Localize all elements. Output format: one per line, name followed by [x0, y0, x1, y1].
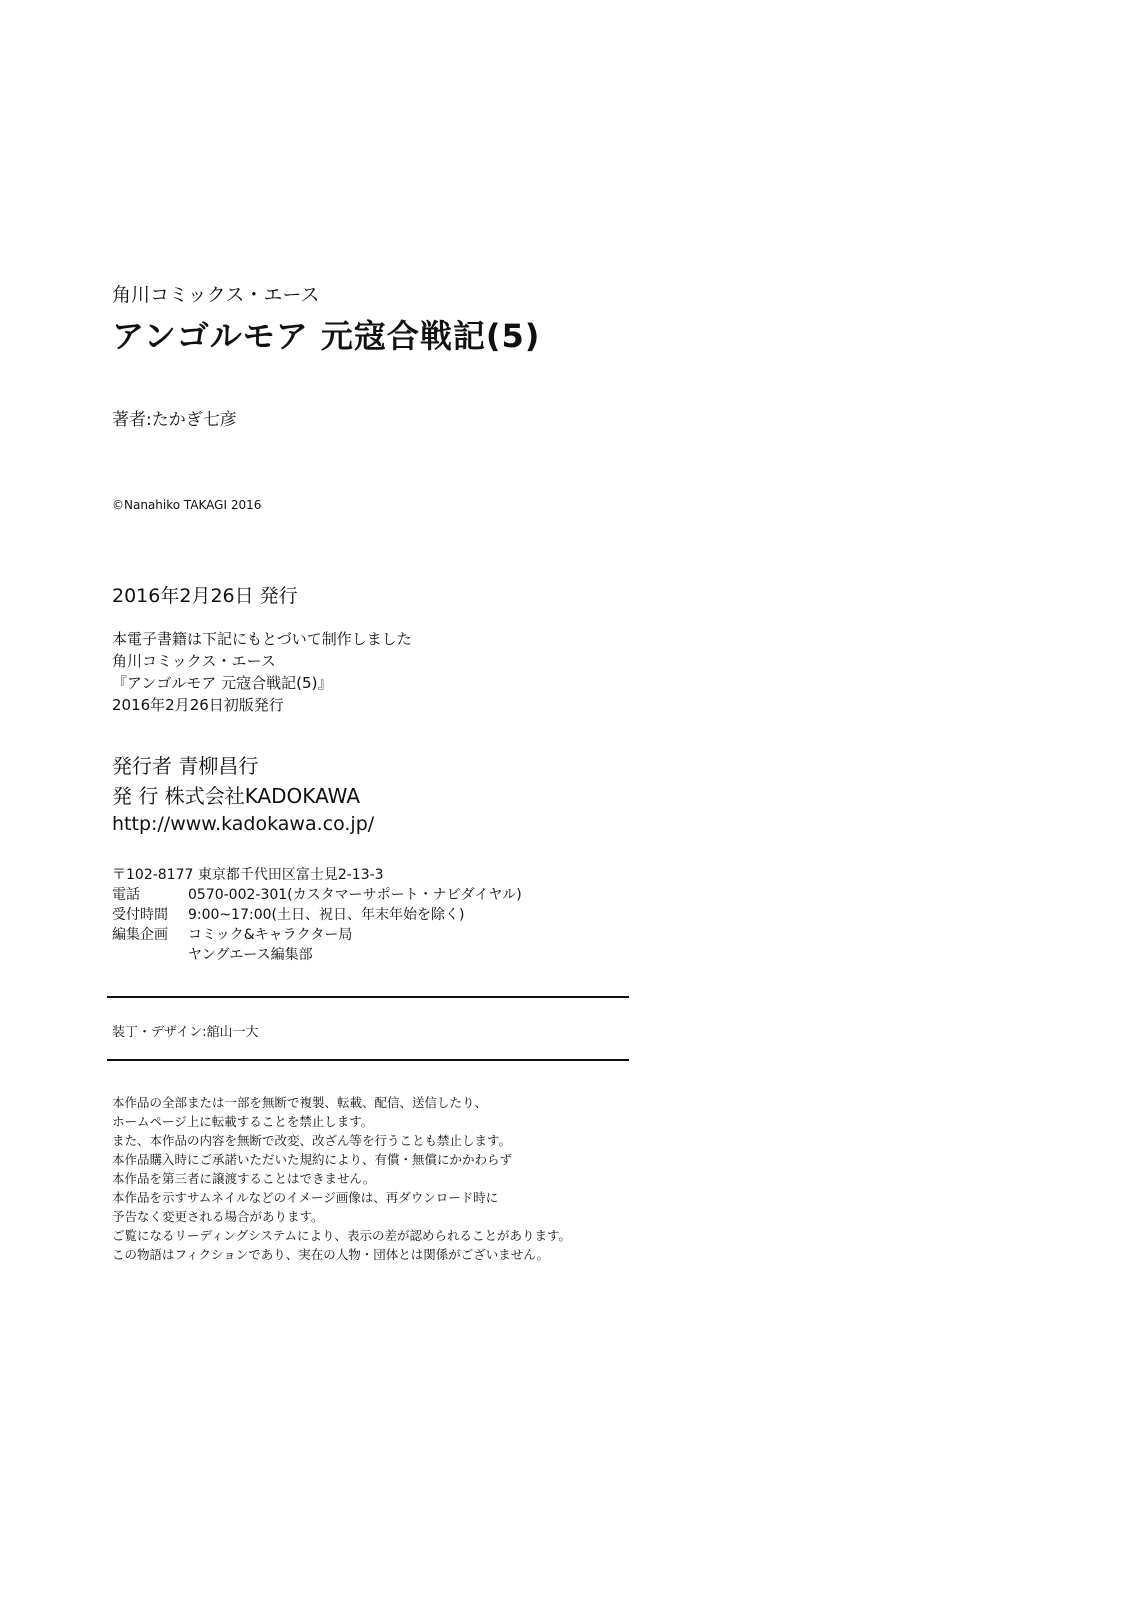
notice-line: 本作品購入時にご承諾いただいた規約により、有償・無償にかかわらず — [112, 1152, 513, 1167]
editorial-row — [112, 925, 522, 945]
notice-line: また、本作品の内容を無断で改変、改ざん等を行うことも禁止します。 — [112, 1133, 512, 1148]
editorial-row-2 — [112, 945, 522, 965]
hours-row — [112, 905, 522, 925]
author-line: 著者:たかぎ七彦 — [112, 410, 237, 430]
edition-basis — [112, 628, 412, 716]
divider-bottom — [107, 1059, 629, 1061]
notice-line: 本作品を示すサムネイルなどのイメージ画像は、再ダウンロード時に — [112, 1190, 499, 1205]
postal-address: 〒102-8177 東京都千代田区富士見2-13-3 — [112, 867, 384, 883]
series-name: 角川コミックス・エース — [112, 284, 320, 306]
notice-line: 本作品を第三者に譲渡することはできません。 — [112, 1171, 376, 1186]
basis-line: 本電子書籍は下記にもとづいて制作しました — [112, 630, 412, 648]
book-title: アンゴルモア 元寇合戦記(5) — [112, 317, 541, 355]
notice-line: ご覧になるリーディングシステムにより、表示の差が認められることがあります。 — [112, 1228, 572, 1243]
publisher-block — [112, 751, 360, 811]
hours-label: 受付時間 — [112, 907, 168, 923]
hours-value: 9:00~17:00(土日、祝日、年末年始を除く) — [188, 907, 465, 923]
notice-line: 予告なく変更される場合があります。 — [112, 1209, 324, 1224]
notice-line: ホームページ上に転載することを禁止します。 — [112, 1114, 374, 1129]
legal-notice — [112, 1093, 571, 1264]
basis-line: 角川コミックス・エース — [112, 652, 276, 670]
contact-block — [112, 865, 522, 965]
phone-value: 0570-002-301(カスタマーサポート・ナビダイヤル) — [188, 887, 522, 903]
editorial-value-2: ヤングエース編集部 — [188, 947, 313, 963]
design-credit: 装丁・デザイン:舘山一大 — [112, 1025, 259, 1040]
editorial-value-1: コミック&キャラクター局 — [188, 927, 353, 943]
issuer-line: 発行者 青柳昌行 — [112, 754, 259, 778]
notice-line: この物語はフィクションであり、実在の人物・団体とは関係がございません。 — [112, 1247, 550, 1262]
basis-line: 2016年2月26日初版発行 — [112, 696, 284, 714]
copyright-line: ©Nanahiko TAKAGI 2016 — [112, 498, 262, 512]
editorial-label: 編集企画 — [112, 927, 168, 943]
company-line: 発 行 株式会社KADOKAWA — [112, 784, 361, 808]
publication-date: 2016年2月26日 発行 — [112, 585, 298, 607]
phone-label: 電話 — [112, 887, 140, 903]
basis-line: 『アンゴルモア 元寇合戦記(5)』 — [112, 674, 333, 692]
notice-line: 本作品の全部または一部を無断で複製、転載、配信、送信したり、 — [112, 1095, 488, 1110]
phone-row — [112, 885, 522, 905]
publisher-url[interactable]: http://www.kadokawa.co.jp/ — [112, 813, 375, 835]
editorial-label-spacer — [112, 945, 188, 965]
divider-top — [107, 996, 629, 998]
